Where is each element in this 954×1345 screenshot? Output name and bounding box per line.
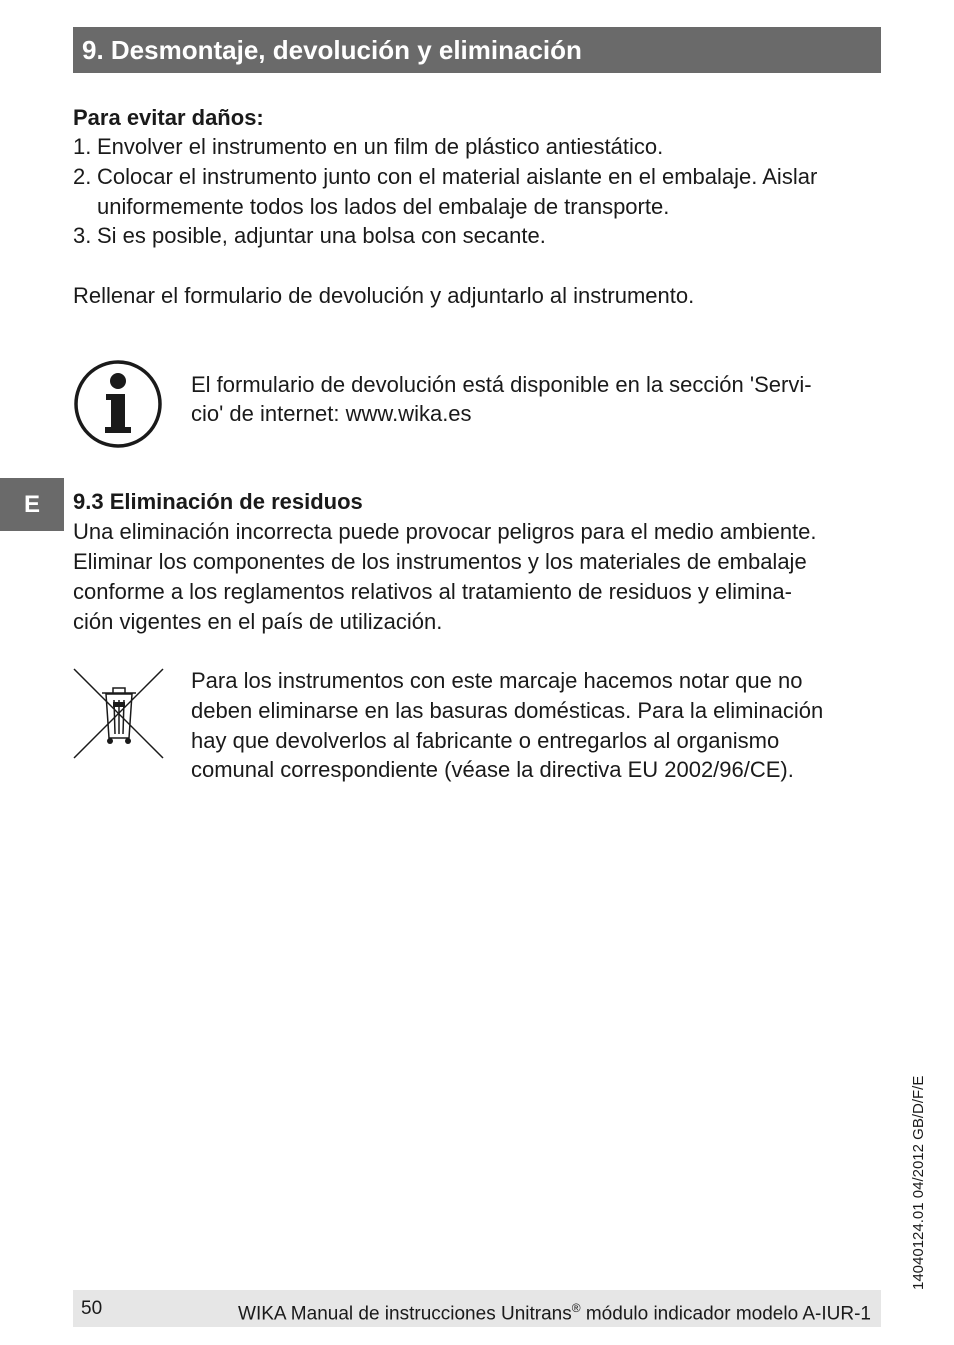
weee-line: comunal correspondiente (véase la directiva EU 2002/96/CE).	[191, 757, 794, 782]
info-text-line1: El formulario de devolución está disponible en la sección 'Servi-	[191, 372, 812, 397]
footer-text-part1: WIKA Manual de instrucciones Unitrans	[238, 1303, 572, 1325]
weee-line: Para los instrumentos con este marcaje hacemos notar que no	[191, 668, 803, 693]
list-number: 2.	[73, 164, 92, 189]
registered-mark: ®	[571, 1301, 581, 1315]
disposal-line: Eliminar los componentes de los instrumentos y los materiales de embalaje	[73, 549, 807, 574]
info-icon	[73, 359, 163, 449]
page-number: 50	[81, 1298, 103, 1319]
list-text: Envolver el instrumento en un film de plástico antiestático.	[97, 134, 664, 159]
document-code: 14040124.01 04/2012 GB/D/F/E	[910, 1075, 927, 1290]
weee-line: hay que devolverlos al fabricante o entregarlos al organismo	[191, 728, 780, 753]
avoid-heading: Para evitar daños:	[73, 105, 264, 130]
footer-title	[238, 1290, 871, 1332]
info-text-line2: cio' de internet: www.wika.es	[191, 401, 472, 426]
disposal-line: conforme a los reglamentos relativos al tratamiento de residuos y elimina-	[73, 579, 792, 604]
list-text: Colocar el instrumento junto con el material aislante en el embalaje. Aislar	[97, 164, 818, 189]
list-number: 1.	[73, 134, 92, 159]
disposal-heading: 9.3 Eliminación de residuos	[73, 489, 363, 514]
disposal-line: Una eliminación incorrecta puede provocar peligros para el medio ambiente.	[73, 519, 817, 544]
disposal-line: ción vigentes en el país de utilización.	[73, 609, 443, 634]
return-note: Rellenar el formulario de devolución y adjuntarlo al instrumento.	[73, 283, 695, 308]
list-number: 3.	[73, 223, 92, 248]
footer-text-part2: módulo indicador modelo A-IUR-1	[580, 1303, 871, 1325]
crossed-bin-icon	[73, 668, 164, 759]
section-title: 9. Desmontaje, devolución y eliminación	[73, 27, 881, 73]
language-tab: E	[0, 478, 64, 531]
weee-line: deben eliminarse en las basuras domésticas. Para la eliminación	[191, 698, 824, 723]
list-text: uniformemente todos los lados del embalaje de transporte.	[97, 194, 670, 219]
page-footer	[73, 1290, 881, 1327]
list-text: Si es posible, adjuntar una bolsa con secante.	[97, 223, 546, 248]
